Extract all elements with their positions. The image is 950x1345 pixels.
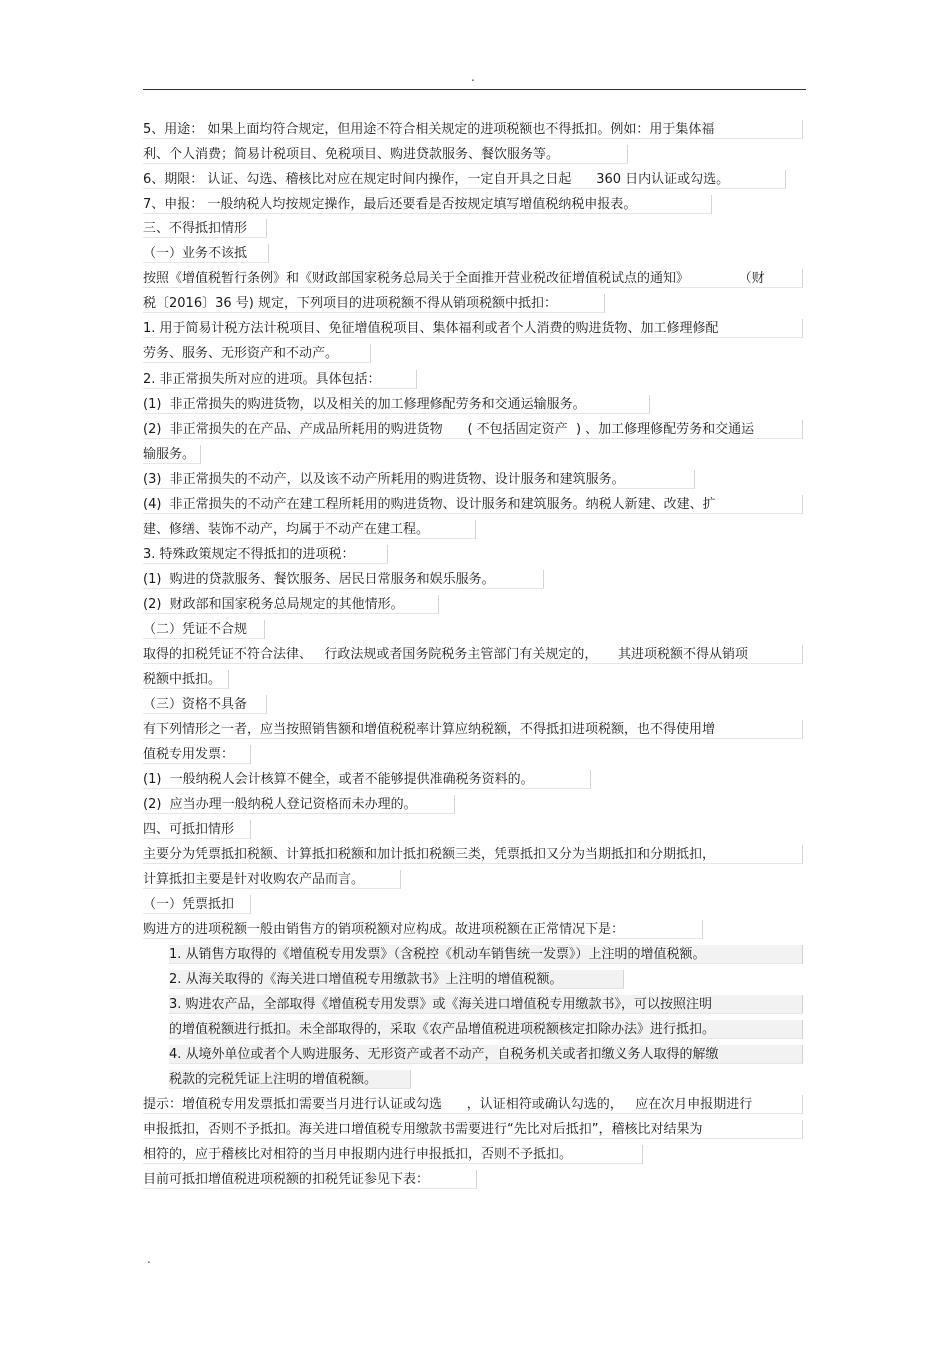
paragraph-line: 1. 用于简易计税方法计税项目、免征增值税项目、集体福利或者个人消费的购进货物、加工修理修配 bbox=[143, 319, 803, 338]
list-item: 税款的完税凭证上注明的增值税额。 bbox=[169, 1070, 411, 1089]
list-item: 2. 从海关取得的《海关进口增值税专用缴款书》上注明的增值税额。 bbox=[169, 970, 624, 989]
list-item: 的增值税额进行抵扣。未全部取得的，采取《农产品增值税进项税额核定扣除办法》进行抵扣。 bbox=[169, 1020, 803, 1039]
paragraph-line: 6、期限： 认证、勾选、稽核比对应在规定时间内操作，一定自开具之日起 360 日内认证或勾选。 bbox=[143, 170, 786, 189]
paragraph-line: 相符的，应于稽核比对相符的当月申报期内进行申报抵扣，否则不予抵扣。 bbox=[143, 1145, 643, 1164]
subsection-heading: （一）业务不该抵 bbox=[143, 244, 269, 263]
paragraph-line: 按照《增值税暂行条例》和《财政部国家税务总局关于全面推开营业税改征增值税试点的通知》 （财 bbox=[143, 269, 803, 288]
paragraph-line: 目前可抵扣增值税进项税额的扣税凭证参见下表： bbox=[143, 1170, 477, 1189]
paragraph-line: 利、个人消费；简易计税项目、免税项目、购进贷款服务、餐饮服务等。 bbox=[143, 145, 628, 164]
subsection-heading: （三）资格不具备 bbox=[143, 695, 267, 714]
list-item: 1. 从销售方取得的《增值税专用发票》（含税控《机动车销售统一发票》）上注明的增值税额。 bbox=[169, 945, 803, 964]
paragraph-line: 提示：增值税专用发票抵扣需要当月进行认证或勾选 ，认证相符或确认勾选的， 应在次月申报期进行 bbox=[143, 1095, 803, 1114]
paragraph-line: (1) 一般纳税人会计核算不健全，或者不能够提供准确税务资料的。 bbox=[143, 770, 591, 789]
subsection-heading: （一）凭票抵扣 bbox=[143, 895, 251, 914]
paragraph-line: (2) 非正常损失的在产品、产成品所耗用的购进货物 ( 不包括固定资产 ) 、加工修理修配劳务和交通运 bbox=[143, 420, 803, 439]
list-item: 3. 购进农产品，全部取得《增值税专用发票》或《海关进口增值税专用缴款书》，可以按照注明 bbox=[169, 995, 803, 1014]
paragraph-line: (2) 应当办理一般纳税人登记资格而未办理的。 bbox=[143, 795, 455, 814]
paragraph-line: 税〔2016〕36 号) 规定，下列项目的进项税额不得从销项税额中抵扣： bbox=[143, 294, 605, 313]
paragraph-line: 取得的扣税凭证不符合法律、 行政法规或者国务院税务主管部门有关规定的， 其进项税额不得从销项 bbox=[143, 645, 803, 664]
paragraph-line: 主要分为凭票抵扣税额、计算抵扣税额和加计抵扣税额三类，凭票抵扣又分为当期抵扣和分期抵扣， bbox=[143, 845, 803, 864]
subsection-heading: （二）凭证不合规 bbox=[143, 620, 265, 639]
paragraph-line: (2) 财政部和国家税务总局规定的其他情形。 bbox=[143, 595, 439, 614]
paragraph-line: 2. 非正常损失所对应的进项。具体包括： bbox=[143, 370, 417, 389]
paragraph-line: 购进方的进项税额一般由销售方的销项税额对应构成。故进项税额在正常情况下是： bbox=[143, 920, 703, 939]
paragraph-line: 税额中抵扣。 bbox=[143, 670, 229, 689]
paragraph-line: (3) 非正常损失的不动产，以及该不动产所耗用的购进货物、设计服务和建筑服务。 bbox=[143, 470, 695, 489]
paragraph-line: (4) 非正常损失的不动产在建工程所耗用的购进货物、设计服务和建筑服务。纳税人新建、改建、扩 bbox=[143, 495, 803, 514]
footer-mark: . bbox=[147, 1252, 151, 1266]
paragraph-line: (1) 购进的贷款服务、餐饮服务、居民日常服务和娱乐服务。 bbox=[143, 570, 544, 589]
paragraph-line: (1) 非正常损失的购进货物，以及相关的加工修理修配劳务和交通运输服务。 bbox=[143, 395, 650, 414]
paragraph-line: 7、申报： 一般纳税人均按规定操作，最后还要看是否按规定填写增值税纳税申报表。 bbox=[143, 195, 712, 214]
section-heading: 四、可抵扣情形 bbox=[143, 820, 251, 839]
section-heading: 三、不得抵扣情形 bbox=[143, 219, 267, 238]
paragraph-line: 建、修缮、装饰不动产，均属于不动产在建工程。 bbox=[143, 520, 476, 539]
paragraph-line: 有下列情形之一者，应当按照销售额和增值税税率计算应纳税额，不得抵扣进项税额，也不得使用增 bbox=[143, 720, 803, 739]
paragraph-line: 3. 特殊政策规定不得抵扣的进项税： bbox=[143, 545, 388, 564]
header-rule bbox=[143, 89, 806, 90]
paragraph-line: 5、用途： 如果上面均符合规定，但用途不符合相关规定的进项税额也不得抵扣。例如：用于集体福 bbox=[143, 120, 803, 139]
paragraph-line: 申报抵扣，否则不予抵扣。海关进口增值税专用缴款书需要进行“先比对后抵扣”，稽核比对结果为 bbox=[143, 1120, 803, 1139]
paragraph-line: 劳务、服务、无形资产和不动产。 bbox=[143, 344, 371, 363]
paragraph-line: 计算抵扣主要是针对收购农产品而言。 bbox=[143, 870, 401, 889]
paragraph-line: 输服务。 bbox=[143, 445, 201, 464]
paragraph-line: 值税专用发票： bbox=[143, 745, 251, 764]
list-item: 4. 从境外单位或者个人购进服务、无形资产或者不动产，自税务机关或者扣缴义务人取得的解缴 bbox=[169, 1045, 803, 1064]
header-mark: . bbox=[471, 70, 475, 84]
